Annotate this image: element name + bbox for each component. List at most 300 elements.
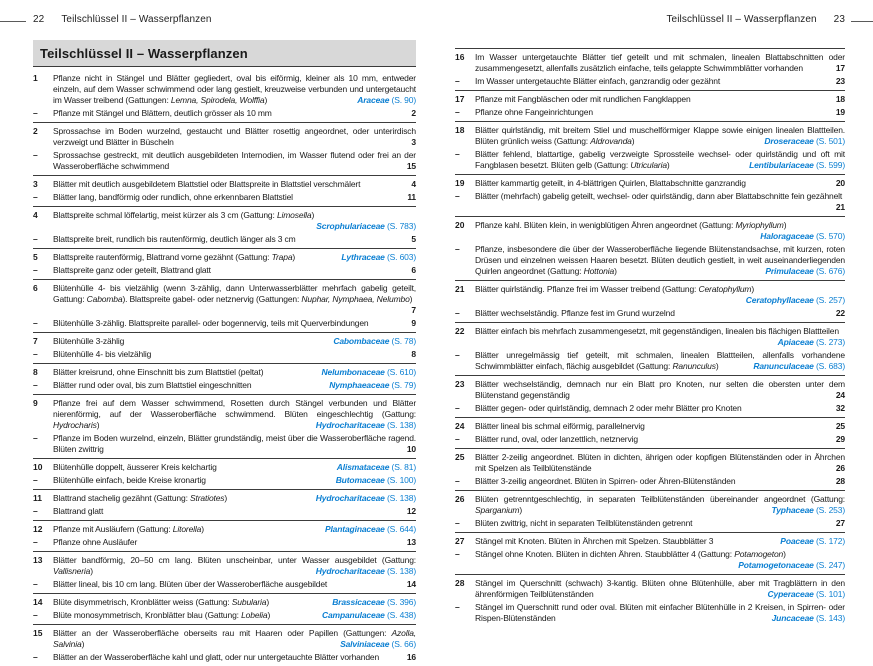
entry-text <box>475 94 845 105</box>
family-name: Haloragaceae <box>760 231 814 241</box>
family-reference <box>760 231 845 242</box>
couplet <box>455 323 845 376</box>
family-reference <box>316 420 416 431</box>
entry-text-segment: Blätter wechselständig, demnach nur ein Blatt pro Knoten, nur selten die obersten unter dem Blütenstand gegenständig <box>475 379 845 400</box>
genus-name: Hottonia <box>583 266 615 276</box>
page-number-right: 23 <box>833 14 845 25</box>
entry-text-segment: Blätter lang, bandförmig oder rundlich, ohne erkennbaren Blattstiel <box>53 192 293 202</box>
genus-name: Vallisneria <box>53 566 91 576</box>
entry-text-segment: Blütenhülle 4- bis vielzählig <box>53 349 152 359</box>
entry-text-segment: Blätter rund, oval, oder lanzettlich, netznervig <box>475 434 638 444</box>
family-reference <box>329 380 416 391</box>
entry-text <box>53 210 416 232</box>
family-page-ref: (S. 90) <box>389 95 416 105</box>
entry-text-segment: Blätter fehlend, blattartige, gabelig verzweigte Sprossteile wechsel- oder quirlständig und oft mit Fangblasen besetzt. Blüten gelb (Gattung: <box>475 149 845 170</box>
key-entry <box>455 106 845 119</box>
entry-text <box>53 336 416 347</box>
entry-number: – <box>455 350 460 360</box>
entry-text <box>53 462 416 473</box>
target-number: 17 <box>835 63 845 73</box>
key-entry <box>33 125 416 149</box>
entry-text <box>53 555 416 577</box>
key-entry <box>455 177 845 190</box>
couplet <box>33 552 416 594</box>
entry-number: – <box>455 518 460 528</box>
entry-number: – <box>455 149 460 159</box>
family-page-ref: (S. 501) <box>813 136 845 146</box>
key-entry <box>33 149 416 173</box>
genus-name: Subularia <box>231 597 267 607</box>
entry-number: – <box>33 579 38 589</box>
family-reference <box>771 505 845 516</box>
entry-text <box>53 108 416 119</box>
genus-name: Hydrocharis <box>53 420 97 430</box>
key-entry <box>33 505 416 518</box>
entry-number: 6 <box>33 283 38 293</box>
entry-text <box>53 493 416 504</box>
entry-text <box>475 244 845 277</box>
family-page-ref: (S. 603) <box>384 252 416 262</box>
entry-text <box>53 433 416 455</box>
family-name: Droseraceae <box>764 136 814 146</box>
key-entry <box>455 124 845 148</box>
couplet <box>455 533 845 575</box>
entry-text-segment: Blütenhülle 4- bis vielzählig (wenn 3-zählig, dann Unterwasserblätter mehrfach gabelig geteilt, Gattung: <box>53 283 416 304</box>
family-page-ref: (S. 257) <box>813 295 845 305</box>
family-reference <box>780 536 845 547</box>
entry-number: – <box>33 652 38 662</box>
entry-text-segment: ) <box>81 639 85 649</box>
key-entry <box>455 75 845 88</box>
target-number: 29 <box>835 434 845 444</box>
entry-text-segment: Blätter quirlständig, mit breitem Stiel und muschelförmiger Klappe sowie einigen linealen Blattteilen. Blüten grünlich weiss (Gattung: <box>475 125 845 146</box>
entry-text-segment: Blätter an der Wasseroberfläche kahl und glatt, oder nur untergetauchte Blätter vorhanden <box>53 652 380 662</box>
entry-text <box>475 107 845 118</box>
key-entry <box>455 601 845 625</box>
entry-text <box>475 326 845 348</box>
target-number: 13 <box>406 537 416 547</box>
target-number: 28 <box>835 476 845 486</box>
target-number: 3 <box>411 137 416 147</box>
entry-text <box>53 126 416 148</box>
entry-number: 17 <box>455 94 465 104</box>
key-entry <box>33 251 416 264</box>
family-reference <box>768 589 845 600</box>
key-entry <box>33 72 416 107</box>
entry-text-segment: Blätter gegen- oder quirlständig, demnach 2 oder mehr Blätter pro Knoten <box>475 403 742 413</box>
family-name: Nelumbonaceae <box>321 367 385 377</box>
entry-text-segment: Stängel mit Knoten. Blüten in Ährchen mit Spelzen. Staubblätter 3 <box>475 536 714 546</box>
family-page-ref: (S. 78) <box>389 336 416 346</box>
header-rule-left <box>0 21 26 22</box>
key-entry <box>33 379 416 392</box>
entry-text <box>475 149 845 171</box>
couplet <box>33 364 416 395</box>
entry-text <box>475 178 845 189</box>
entry-text-segment: Blattspreite rautenförmig, Blattrand vorne gezähnt (Gattung: <box>53 252 272 262</box>
family-reference <box>340 639 416 650</box>
entry-number: 23 <box>455 379 465 389</box>
family-page-ref: (S. 676) <box>813 266 845 276</box>
entry-text-segment: ). Blattspreite gabel- oder netznervig (Gattungen: <box>122 294 302 304</box>
target-number: 2 <box>411 108 416 118</box>
key-entry <box>33 432 416 456</box>
family-reference <box>778 337 845 348</box>
couplet <box>455 49 845 91</box>
entry-text-segment: Stängel ohne Knoten. Blüten in dichten Ähren. Staubblätter 4 (Gattung: <box>475 549 735 559</box>
entry-text-segment: ) <box>519 505 523 515</box>
couplet <box>455 281 845 323</box>
key-entry <box>455 475 845 488</box>
target-number: 23 <box>835 76 845 86</box>
key-entry <box>33 282 416 317</box>
couplet <box>33 333 416 364</box>
entry-text <box>53 610 416 621</box>
key-entry <box>33 651 416 664</box>
couplet <box>455 91 845 122</box>
family-page-ref: (S. 253) <box>813 505 845 515</box>
family-page-ref: (S. 138) <box>384 420 416 430</box>
genus-name: Sparganium <box>475 505 520 515</box>
running-header-right <box>455 14 845 25</box>
entry-text-segment: ) <box>783 220 787 230</box>
target-number: 25 <box>835 421 845 431</box>
entry-text <box>475 476 845 487</box>
genus-name: Cabomba <box>86 294 123 304</box>
couplet <box>33 70 416 123</box>
target-number: 7 <box>411 305 416 315</box>
family-name: Potamogetonaceae <box>738 560 814 570</box>
target-number: 26 <box>835 463 845 473</box>
entry-number: – <box>33 234 38 244</box>
entry-text <box>53 506 416 517</box>
entry-text-segment: Blattspreite breit, rundlich bis rautenförmig, deutlich länger als 3 cm <box>53 234 296 244</box>
entry-text-segment: Pflanze ohne Ausläufer <box>53 537 138 547</box>
entry-number: – <box>455 244 460 254</box>
entry-text <box>475 284 845 306</box>
entry-number: 27 <box>455 536 465 546</box>
entry-number: 28 <box>455 578 465 588</box>
entry-text <box>475 191 845 213</box>
family-page-ref: (S. 599) <box>813 160 845 170</box>
section-title: Teilschlüssel II – Wasserpflanzen <box>40 46 248 61</box>
entry-text <box>475 494 845 516</box>
entry-text <box>53 398 416 431</box>
couplet <box>33 207 416 249</box>
entry-number: 7 <box>33 336 38 346</box>
family-name: Ranunculaceae <box>753 361 814 371</box>
key-entry <box>33 554 416 578</box>
entry-text-segment: ) <box>224 493 228 503</box>
entry-number: 9 <box>33 398 38 408</box>
entry-text-segment: Stängel im Querschnitt (schwach) 3-kantig. Blüten ohne Blütenhülle, aber mit Tragblättern in den ährenförmigen Teilblütenständen <box>475 578 845 599</box>
family-name: Alismataceae <box>336 462 390 472</box>
entry-text <box>53 475 416 486</box>
target-number: 15 <box>406 161 416 171</box>
family-reference <box>316 221 416 232</box>
entry-text-segment: ) <box>264 95 268 105</box>
genus-name: Litorella <box>172 524 202 534</box>
genus-name: Trapa <box>271 252 293 262</box>
family-name: Ceratophyllaceae <box>745 295 814 305</box>
page-right <box>455 0 845 648</box>
key-entry <box>455 548 845 572</box>
entry-text <box>53 283 416 316</box>
target-number: 4 <box>411 179 416 189</box>
entry-number: – <box>33 610 38 620</box>
entry-text <box>53 367 416 378</box>
entry-text-segment: Blätter unregelmässig tief geteilt, mit schmalen, linealen Blattteilen, allenfalls vorhandene Schwimmblätter einfach, flächig ausgebildet (Gattung: <box>475 350 845 371</box>
entry-text-segment: Pflanze frei auf dem Wasser schwimmend, Rosetten durch Stängel verbunden und Blätter nierenförmig, auf der Wasseroberfläche schwimmend. Blüten eingeschlechtig (Gattung: <box>53 398 416 419</box>
genus-name: Ranunculus <box>672 361 716 371</box>
key-entry <box>33 233 416 246</box>
family-reference <box>316 566 416 577</box>
entry-text-segment: Pflanze mit Stängel und Blättern, deutlich grösser als 10 mm <box>53 108 272 118</box>
target-number: 32 <box>835 403 845 413</box>
entry-text <box>53 73 416 106</box>
entry-text-segment: Im Wasser untergetauchte Blätter tief geteilt und mit schmalen, linealen Blattabschnitten oder zusammengesetzt, allenfalls zusätzlich einfache, teils gelappte Schwimmblätter vorhanden <box>475 52 845 73</box>
family-reference <box>332 597 416 608</box>
entry-number: – <box>33 150 38 160</box>
entry-text <box>475 76 845 87</box>
key-entry <box>33 191 416 204</box>
entry-text <box>53 179 416 190</box>
key-entry <box>33 335 416 348</box>
couplet <box>455 449 845 491</box>
family-name: Brassicaceae <box>332 597 385 607</box>
key-entry <box>455 325 845 349</box>
family-name: Primulaceae <box>765 266 814 276</box>
entry-text-segment: Blätter 2-zeilig angeordnet. Blüten in dichten, ährigen oder kopfigen Blütenständen oder in Ährchen mit Spelzen als Teilblütenstände <box>475 452 845 473</box>
entry-text-segment: Blüten getrenntgeschlechtig, in separaten Teilblütenständen übereinander angeordnet (Gattung: <box>475 494 845 504</box>
entry-text-segment: Blattrand stachelig gezähnt (Gattung: <box>53 493 190 503</box>
genus-name: Ceratophyllum <box>698 284 752 294</box>
family-name: Hydrocharitaceae <box>315 420 385 430</box>
running-title-left: Teilschlüssel II – Wasserpflanzen <box>61 14 212 25</box>
entry-number: – <box>33 475 38 485</box>
genus-name: Limosella <box>276 210 312 220</box>
genus-name: Aldrovanda <box>590 136 632 146</box>
entry-number: – <box>33 506 38 516</box>
family-name: Juncaceae <box>771 613 814 623</box>
family-name: Salviniaceae <box>340 639 390 649</box>
entry-number: – <box>455 434 460 444</box>
family-name: Hydrocharitaceae <box>315 493 385 503</box>
family-page-ref: (S. 683) <box>813 361 845 371</box>
entry-number: – <box>33 433 38 443</box>
key-entry <box>33 461 416 474</box>
entry-text-segment: Blätter mit deutlich ausgebildetem Blattstiel oder Blattspreite in Blattstiel verschmälert <box>53 179 361 189</box>
entry-number: – <box>455 76 460 86</box>
entry-number: – <box>455 602 460 612</box>
couplet <box>455 491 845 533</box>
entry-text <box>475 536 845 547</box>
couplet <box>455 122 845 175</box>
key-entry <box>33 209 416 233</box>
key-entry <box>455 219 845 243</box>
entry-text <box>53 579 416 590</box>
family-name: Cabombaceae <box>333 336 390 346</box>
genus-name: Stratiotes <box>190 493 225 503</box>
page-number-left: 22 <box>33 14 45 25</box>
target-number: 10 <box>406 444 416 454</box>
key-entry <box>455 535 845 548</box>
target-number: 24 <box>835 390 845 400</box>
entry-number: 11 <box>33 493 42 503</box>
family-page-ref: (S. 273) <box>813 337 845 347</box>
family-reference <box>765 266 845 277</box>
entry-text <box>475 452 845 474</box>
entry-text-segment: ) <box>266 597 270 607</box>
key-entry <box>455 451 845 475</box>
couplet <box>455 575 845 627</box>
entry-text-segment: Blätter bandförmig, 20–50 cm lang. Blüten unscheinbar, unter Wasser ausgebildet (Gattung: <box>53 555 416 565</box>
family-reference <box>322 610 416 621</box>
key-entry <box>33 578 416 591</box>
entry-text <box>53 150 416 172</box>
target-number: 14 <box>406 579 416 589</box>
entry-text <box>53 318 416 329</box>
key-entry <box>33 317 416 330</box>
entry-number: – <box>33 192 38 202</box>
key-entry <box>455 577 845 601</box>
entry-number: – <box>33 537 38 547</box>
entry-text-segment: Blüte disymmetrisch, Kronblätter weiss (Gattung: <box>53 597 232 607</box>
key-entry <box>455 517 845 530</box>
family-reference <box>738 560 845 571</box>
entry-number: 2 <box>33 126 38 136</box>
entry-text-segment: Blätter einfach bis mehrfach zusammengesetzt, mit gegenständigen, linealen bis flächigen Blattteilen <box>475 326 839 336</box>
entry-text <box>53 652 416 663</box>
key-list-right <box>455 48 845 627</box>
entry-text-segment: ) <box>715 361 719 371</box>
entry-number: 10 <box>33 462 43 472</box>
couplet <box>33 521 416 552</box>
entry-number: 26 <box>455 494 465 504</box>
entry-number: – <box>455 403 460 413</box>
couplet <box>33 594 416 625</box>
target-number: 6 <box>411 265 416 275</box>
key-entry <box>33 627 416 651</box>
couplet <box>33 176 416 207</box>
genus-name: Myriophyllum <box>735 220 784 230</box>
entry-text <box>53 192 416 203</box>
family-name: Poaceae <box>780 536 814 546</box>
key-list-left <box>33 70 416 666</box>
key-entry <box>33 492 416 505</box>
entry-text <box>53 628 416 650</box>
family-reference <box>336 475 416 486</box>
couplet <box>455 217 845 281</box>
family-reference <box>772 613 845 624</box>
key-entry <box>455 148 845 172</box>
couplet <box>33 395 416 459</box>
entry-number: – <box>33 380 38 390</box>
key-entry <box>455 51 845 75</box>
key-entry <box>33 523 416 536</box>
key-entry <box>33 178 416 191</box>
entry-text <box>475 350 845 372</box>
key-entry <box>455 307 845 320</box>
entry-text <box>53 597 416 608</box>
entry-text-segment: Im Wasser untergetauchte Blätter einfach, ganzrandig oder gezähnt <box>475 76 721 86</box>
key-entry <box>33 536 416 549</box>
family-reference <box>753 361 845 372</box>
key-entry <box>33 474 416 487</box>
family-page-ref: (S. 138) <box>384 566 416 576</box>
entry-text-segment: ) <box>751 284 755 294</box>
key-entry <box>455 243 845 278</box>
entry-number: – <box>455 549 460 559</box>
target-number: 8 <box>411 349 416 359</box>
entry-number: – <box>455 107 460 117</box>
entry-text <box>475 379 845 401</box>
running-title-right: Teilschlüssel II – Wasserpflanzen <box>666 14 817 25</box>
entry-text <box>475 434 845 445</box>
entry-text <box>475 403 845 414</box>
entry-text-segment: Blütenhülle 3-zählig. Blattspreite parallel- oder bogennervig, teils mit Querverbindungen <box>53 318 369 328</box>
entry-text-segment: Blütenhülle doppelt, äusserer Kreis kelchartig <box>53 462 217 472</box>
entry-text <box>475 52 845 74</box>
entry-number: 20 <box>455 220 465 230</box>
entry-text <box>53 524 416 535</box>
entry-number: 22 <box>455 326 465 336</box>
key-entry <box>33 609 416 622</box>
entry-text-segment: ) <box>409 294 413 304</box>
entry-text-segment: Blattspreite ganz oder geteilt, Blattrand glatt <box>53 265 211 275</box>
family-reference <box>357 95 416 106</box>
entry-text-segment: ) <box>311 210 315 220</box>
target-number: 19 <box>835 107 845 117</box>
genus-name: Nuphar, Nymphaea, Nelumbo <box>301 294 410 304</box>
running-header-left <box>33 14 416 25</box>
key-entry <box>33 348 416 361</box>
entry-number: 18 <box>455 125 465 135</box>
page-left <box>33 0 416 662</box>
entry-number: 12 <box>33 524 43 534</box>
family-name: Araceae <box>357 95 390 105</box>
entry-text <box>475 602 845 624</box>
couplet <box>33 625 416 666</box>
entry-text <box>475 578 845 600</box>
entry-text <box>475 125 845 147</box>
entry-text-segment: Blätter quirlständig. Pflanze frei im Wasser treibend (Gattung: <box>475 284 699 294</box>
family-name: Campanulaceae <box>321 610 385 620</box>
entry-text <box>53 252 416 263</box>
entry-text-segment: Pflanze mit Ausläufern (Gattung: <box>53 524 173 534</box>
entry-text <box>53 234 416 245</box>
family-page-ref: (S. 138) <box>384 493 416 503</box>
family-page-ref: (S. 247) <box>813 560 845 570</box>
entry-number: 1 <box>33 73 38 83</box>
entry-text-segment: Blüte monosymmetrisch, Kronblätter blau (Gattung: <box>53 610 242 620</box>
key-entry <box>33 397 416 432</box>
family-name: Scrophulariaceae <box>316 221 385 231</box>
couplet <box>33 490 416 521</box>
family-page-ref: (S. 438) <box>384 610 416 620</box>
entry-text-segment: Blätter (mehrfach) gabelig geteilt, wechsel- oder quirlständig, dann aber Blattabschnitte fein gezähnelt <box>475 191 843 201</box>
family-name: Cyperaceae <box>767 589 814 599</box>
header-rule-right <box>851 21 873 22</box>
entry-text-segment: ) <box>90 566 93 576</box>
family-page-ref: (S. 66) <box>389 639 416 649</box>
family-page-ref: (S. 570) <box>813 231 845 241</box>
family-name: Hydrocharitaceae <box>315 566 385 576</box>
family-page-ref: (S. 396) <box>384 597 416 607</box>
genus-name: Utricularia <box>630 160 667 170</box>
target-number: 27 <box>835 518 845 528</box>
entry-text-segment: Blätter an der Wasseroberfläche oberseits rau mit Haaren oder Papillen (Gattungen: <box>53 628 392 638</box>
